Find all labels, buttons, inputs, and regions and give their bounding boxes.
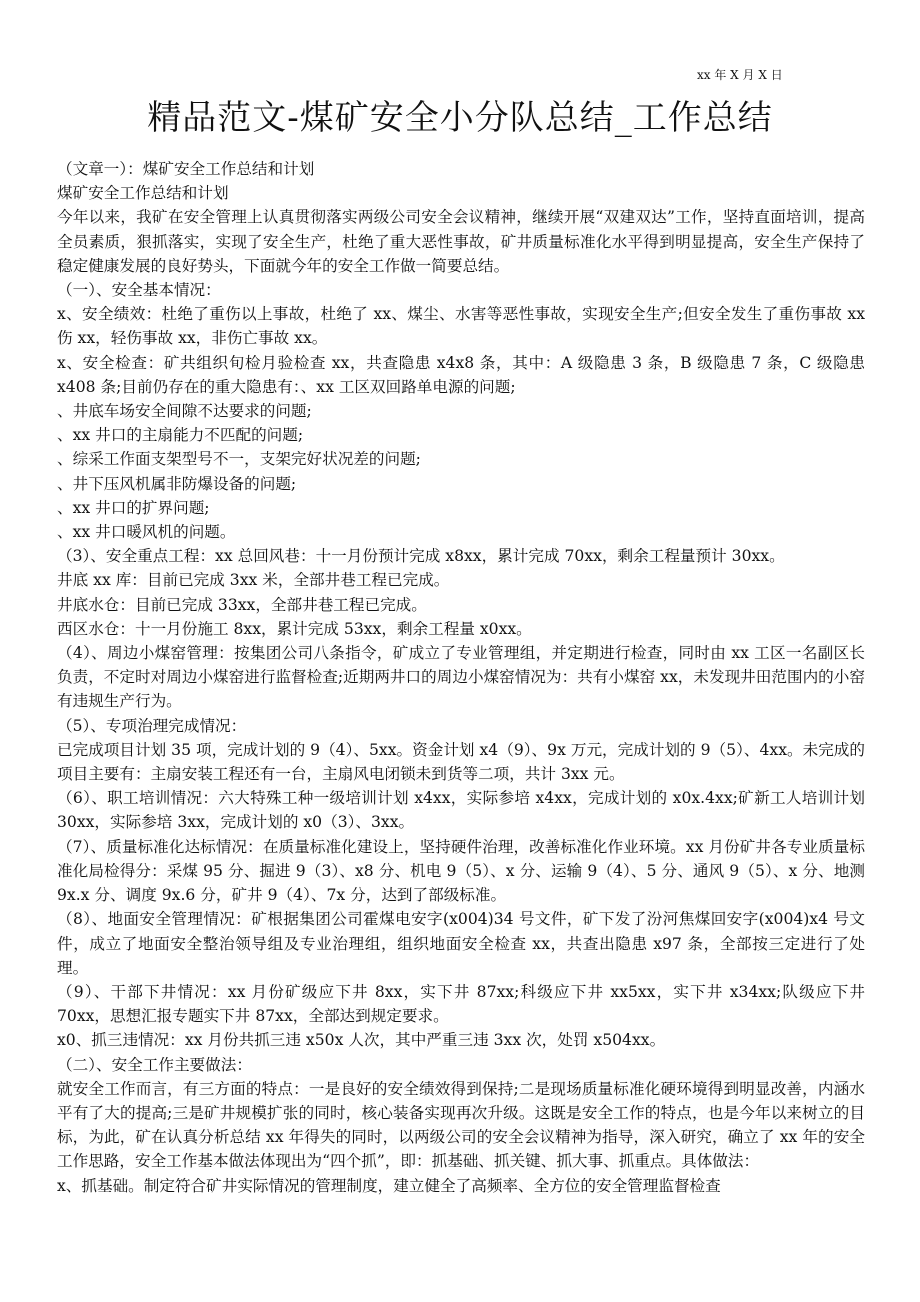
body-paragraph: 西区水仓：十一月份施工 8xx，累计完成 53xx，剩余工程量 x0xx。 [57,619,532,638]
document-title: 精品范文-煤矿安全小分队总结_工作总结 [147,98,773,138]
body-paragraph: （一）、安全基本情况： [57,281,221,300]
body-paragraph: 井底水仓：目前已完成 33xx，全部井巷工程已完成。 [57,595,427,614]
document-body [57,157,865,1198]
body-paragraph: x、安全绩效：杜绝了重伤以上事故，杜绝了 xx、煤尘、水害等恶性事故，实现安全生产;但安全发生了重伤事故 xx 伤 xx，轻伤事故 xx，非伤亡事故 xx。 [57,305,865,348]
body-paragraph: （4）、周边小煤窑管理：按集团公司八条指令，矿成立了专业管理组，并定期进行检查，同时由 xx 工区一名副区长负责，不定时对周边小煤窑进行监督检查;近期两井口的周边小煤窑情况为：共有小煤窑 xx，未发现井田范围内的小窑有违规生产行为。 [57,644,865,711]
body-paragraph: x0、抓三违情况：xx 月份共抓三违 x50x 人次，其中严重三违 3xx 次，处罚 x504xx。 [57,1031,666,1050]
body-paragraph: 、井底车场安全间隙不达要求的问题; [57,402,312,421]
body-paragraph: 、xx 井口的主扇能力不匹配的问题; [57,426,304,445]
body-paragraph: 、xx 井口的扩界问题; [57,498,210,517]
body-paragraph: （8）、地面安全管理情况：矿根据集团公司霍煤电安字(x004)34 号文件，矿下发了汾河焦煤回安字(x004)x4 号文件，成立了地面安全整治领导组及专业治理组，组织地面安全检查 xx，共查出隐患 x97 条，全部按三定进行了处理。 [57,910,865,977]
body-paragraph: 、综采工作面支架型号不一，支架完好状况差的问题; [57,450,421,469]
body-paragraph: （5）、专项治理完成情况： [57,716,247,735]
body-paragraph: （文章一）：煤矿安全工作总结和计划 [57,160,315,178]
body-paragraph: 就安全工作而言，有三方面的特点：一是良好的安全绩效得到保持;二是现场质量标准化硬环境得到明显改善，内涵水平有了大的提高;三是矿井规模扩张的同时，核心装备实现再次升级。这既是安全工作的特点，也是今年以来树立的目标，为此，矿在认真分析总结 xx 年得失的同时，以两级公司的安全会议精神为指导，深入研究，确立了 xx 年的安全工作思路，安全工作基本做法体现出为“四个抓”，即：抓基础、抓关键、抓大事、抓重点。具体做法： [57,1079,865,1171]
body-paragraph: 已完成项目计划 35 项，完成计划的 9（4）、5xx。资金计划 x4（9）、9x 万元，完成计划的 9（5）、4xx。未完成的项目主要有：主扇安装工程还有一台，主扇风电闭锁未到货等二项，共计 3xx 元。 [57,740,865,784]
body-paragraph: x、抓基础。制定符合矿井实际情况的管理制度，建立健全了高频率、全方位的安全管理监督检查 [57,1176,721,1195]
body-paragraph: （7）、质量标准化达标情况：在质量标准化建设上，坚持硬件治理，改善标准化作业环境。xx 月份矿井各专业质量标准化局检得分：采煤 95 分、掘进 9（3）、x8 分、机电 9（5）、x 分、运输 9（4）、5 分、通风 9（5）、x 分、地测 9x.x 分、调度 9x.6 分，矿井 9（4）、7x 分，达到了部级标准。 [57,837,865,905]
body-paragraph: （6）、职工培训情况：六大特殊工种一级培训计划 x4xx，实际参培 x4xx，完成计划的 x0x.4xx;矿新工人培训计划 30xx，实际参培 3xx，完成计划的 x0（3）、3xx。 [57,789,865,832]
body-paragraph: （二）、安全工作主要做法： [57,1055,252,1074]
body-paragraph: （3）、安全重点工程：xx 总回风巷：十一月份预计完成 x8xx，累计完成 70xx，剩余工程量预计 30xx。 [57,547,785,566]
body-paragraph: x、安全检查：矿共组织旬检月验检查 xx，共查隐患 x4x8 条，其中：A 级隐患 3 条，B 级隐患 7 条，C 级隐患 x408 条;目前仍存在的重大隐患有：、xx 工区双回路单电源的问题; [57,353,865,396]
body-paragraph: 井底 xx 库：目前已完成 3xx 米，全部井巷工程已完成。 [57,571,450,590]
body-paragraph: 、井下压风机属非防爆设备的问题; [57,474,297,493]
body-paragraph: 今年以来，我矿在安全管理上认真贯彻落实两级公司安全会议精神，继续开展“双建双达”工作，坚持直面培训，提高全员素质，狠抓落实，实现了安全生产，杜绝了重大恶性事故，矿井质量标准化水平得到明显提高，安全生产保持了稳定健康发展的良好势头，下面就今年的安全工作做一简要总结。 [57,208,865,275]
document-date: xx 年 X 月 X 日 [697,68,783,82]
body-paragraph: 煤矿安全工作总结和计划 [57,184,229,203]
body-paragraph: （9）、干部下井情况：xx 月份矿级应下井 8xx，实下井 87xx;科级应下井 xx5xx，实下井 x34xx;队级应下井 70xx，思想汇报专题实下井 87xx，全部达到规定要求。 [57,982,865,1026]
body-paragraph: 、xx 井口暖风机的问题。 [57,523,236,542]
